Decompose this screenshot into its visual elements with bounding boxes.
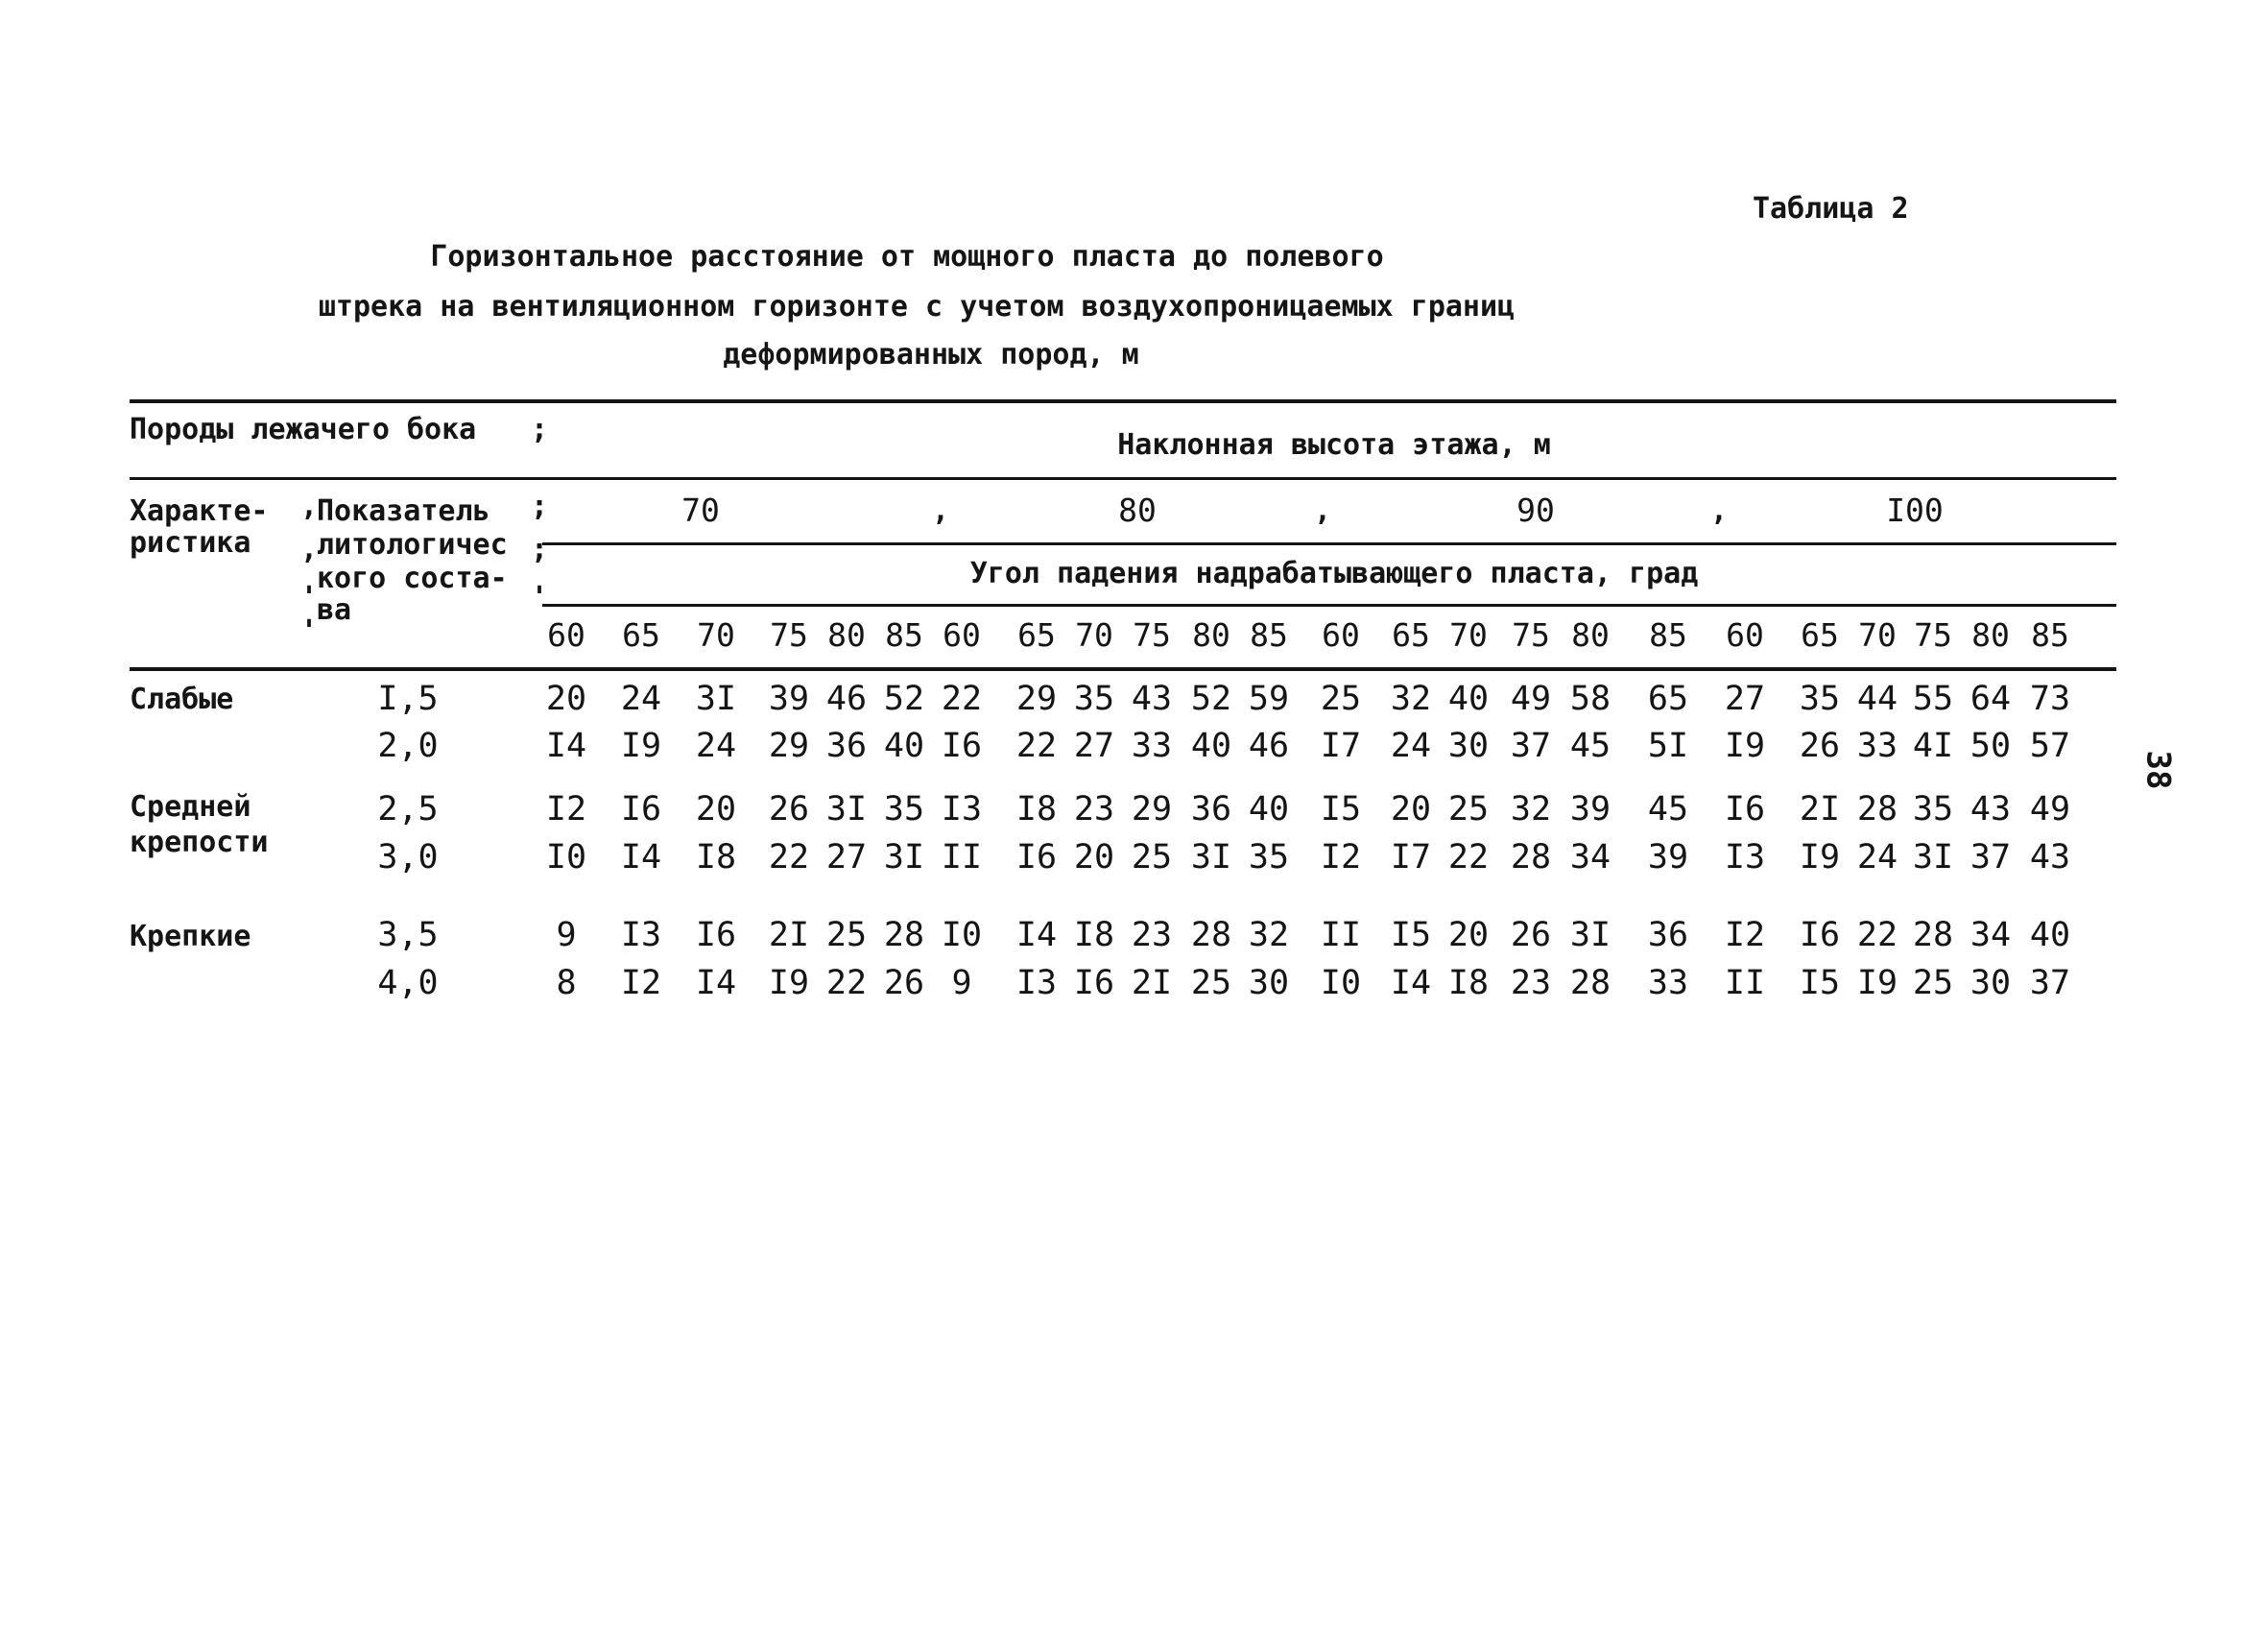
table-cell: 39 (1569, 790, 1611, 829)
table-cell: I5 (1320, 790, 1362, 829)
table-cell: 40 (2029, 916, 2071, 954)
table-cell: 30 (1970, 964, 2012, 1002)
table-cell: 44 (1856, 680, 1898, 718)
angle-header-cell: 70 (1449, 616, 1488, 654)
table-cell: 36 (825, 727, 868, 765)
table-cell: 28 (1856, 790, 1898, 829)
table-cell: 34 (1569, 838, 1611, 877)
height-90: 90 (1516, 492, 1555, 529)
table-cell: I2 (1320, 838, 1362, 877)
table-cell: 30 (1447, 727, 1490, 765)
table-cell: 46 (825, 680, 868, 718)
table-cell: 22 (825, 964, 868, 1002)
group-medium-l1: Средней (130, 790, 251, 824)
table-cell: 46 (1248, 727, 1290, 765)
table-cell: 32 (1510, 790, 1552, 829)
header-indicator-l2: литологичес (317, 528, 508, 562)
table-cell: 36 (1190, 790, 1232, 829)
header-rule-1 (130, 477, 2116, 480)
table-cell: I8 (1447, 964, 1490, 1002)
table-cell: 57 (2029, 727, 2071, 765)
table-cell: 37 (2029, 964, 2071, 1002)
angle-header-cell: 80 (1192, 616, 1230, 654)
table-cell: I3 (620, 916, 662, 954)
table-cell: 33 (1647, 964, 1689, 1002)
table-cell: 2I (1131, 964, 1173, 1002)
angle-header-cell: 70 (697, 616, 735, 654)
table-cell: 29 (1015, 680, 1058, 718)
table-cell: I7 (1390, 838, 1432, 877)
angle-header-cell: 75 (1914, 616, 1952, 654)
table-cell: I8 (1073, 916, 1115, 954)
table-cell: I9 (768, 964, 810, 1002)
angle-header-cell: 75 (770, 616, 808, 654)
table-cell: I8 (1015, 790, 1058, 829)
table-cell: 20 (545, 680, 587, 718)
row-indicator: 4,0 (377, 964, 439, 1002)
table-cell: I4 (620, 838, 662, 877)
group-medium-l2: крепости (130, 826, 269, 859)
table-cell: 26 (1799, 727, 1841, 765)
table-cell: 27 (1724, 680, 1766, 718)
table-cell: 27 (825, 838, 868, 877)
table-cell: I8 (695, 838, 737, 877)
table-cell: 35 (1073, 680, 1115, 718)
table-cell: 25 (1320, 680, 1362, 718)
table-cell: 37 (1510, 727, 1552, 765)
angle-header-cell: 75 (1133, 616, 1171, 654)
header-indicator-l3: кого соста- (317, 562, 508, 595)
table-cell: 5I (1647, 727, 1689, 765)
table-cell: I2 (1724, 916, 1766, 954)
angle-header-cell: 75 (1512, 616, 1550, 654)
angle-header-cell: 85 (885, 616, 923, 654)
header-characteristic-l1: Характе- (130, 494, 269, 528)
table-cell: 43 (1131, 680, 1173, 718)
table-cell: 24 (1856, 838, 1898, 877)
table-cell: 33 (1131, 727, 1173, 765)
angle-header-cell: 60 (943, 616, 981, 654)
header-rule-2 (542, 542, 2116, 545)
table-cell: I9 (1724, 727, 1766, 765)
table-cell: 28 (1912, 916, 1954, 954)
angle-header-cell: 85 (1649, 616, 1687, 654)
table-cell: 65 (1647, 680, 1689, 718)
header-dip-angle: Угол падения надрабатывающего пласта, град (969, 557, 1699, 590)
table-cell: I9 (620, 727, 662, 765)
table-cell: I0 (941, 916, 983, 954)
table-cell: II (1320, 916, 1362, 954)
table-cell: I7 (1320, 727, 1362, 765)
group-strong: Крепкие (130, 920, 251, 953)
table-cell: 40 (1447, 680, 1490, 718)
table-cell: I0 (545, 838, 587, 877)
header-inclined-height: Наклонная высота этажа, м (1117, 428, 1551, 462)
header-rule-3 (542, 604, 2116, 607)
table-cell: 23 (1073, 790, 1115, 829)
angle-header-cell: 60 (1726, 616, 1764, 654)
table-cell: 2I (1799, 790, 1841, 829)
table-cell: 43 (1970, 790, 2012, 829)
table-cell: 8 (556, 964, 577, 1002)
table-cell: 22 (768, 838, 810, 877)
table-cell: 22 (941, 680, 983, 718)
page-number: 38 (2138, 750, 2178, 790)
table-cell: 40 (1190, 727, 1232, 765)
angle-header-cell: 85 (2031, 616, 2069, 654)
angle-header-cell: 80 (827, 616, 866, 654)
table-cell: 29 (768, 727, 810, 765)
table-label: Таблица 2 (1753, 192, 1909, 226)
table-cell: I4 (545, 727, 587, 765)
angle-header-cell: 70 (1858, 616, 1897, 654)
table-cell: I9 (1799, 838, 1841, 877)
table-cell: I6 (941, 727, 983, 765)
table-cell: I4 (1015, 916, 1058, 954)
table-cell: 40 (883, 727, 925, 765)
table-cell: I6 (620, 790, 662, 829)
table-cell: I6 (1724, 790, 1766, 829)
title-line-3: деформированных пород, м (723, 338, 1139, 372)
table-cell: 52 (883, 680, 925, 718)
row-indicator: 3,5 (377, 916, 439, 954)
table-cell: 50 (1970, 727, 2012, 765)
table-cell: 9 (556, 916, 577, 954)
row-indicator: 3,0 (377, 838, 439, 877)
table-cell: 29 (1131, 790, 1173, 829)
table-cell: 25 (1190, 964, 1232, 1002)
table-cell: 39 (1647, 838, 1689, 877)
table-cell: 20 (1073, 838, 1115, 877)
table-cell: I4 (695, 964, 737, 1002)
table-cell: 30 (1248, 964, 1290, 1002)
table-cell: 52 (1190, 680, 1232, 718)
table-cell: 25 (825, 916, 868, 954)
angle-header-cell: 65 (1801, 616, 1839, 654)
table-cell: 20 (1447, 916, 1490, 954)
row-indicator: I,5 (377, 680, 439, 718)
table-cell: 26 (768, 790, 810, 829)
table-cell: 3I (883, 838, 925, 877)
table-cell: 64 (1970, 680, 2012, 718)
table-cell: I3 (1724, 838, 1766, 877)
angle-header-cell: 70 (1075, 616, 1113, 654)
table-cell: 28 (1190, 916, 1232, 954)
table-cell: I4 (1390, 964, 1432, 1002)
table-cell: 49 (2029, 790, 2071, 829)
header-rocks-footwall: Породы лежачего бока (130, 413, 477, 446)
title-line-1: Горизонтальное расстояние от мощного пласта до полевого (430, 240, 1384, 274)
table-cell: 25 (1912, 964, 1954, 1002)
table-cell: 55 (1912, 680, 1954, 718)
table-top-rule (130, 399, 2116, 403)
angle-header-cell: 80 (1971, 616, 2010, 654)
table-cell: 40 (1248, 790, 1290, 829)
table-cell: 22 (1015, 727, 1058, 765)
header-characteristic-l2: ристика (130, 526, 251, 560)
table-cell: 35 (1912, 790, 1954, 829)
table-cell: 24 (695, 727, 737, 765)
table-cell: 3I (695, 680, 737, 718)
table-cell: 37 (1970, 838, 2012, 877)
table-cell: 32 (1390, 680, 1432, 718)
table-cell: I5 (1799, 964, 1841, 1002)
height-100: I00 (1886, 492, 1944, 529)
table-cell: I3 (1015, 964, 1058, 1002)
table-cell: 3I (1912, 838, 1954, 877)
row-indicator: 2,0 (377, 727, 439, 765)
table-cell: 35 (1799, 680, 1841, 718)
table-cell: 24 (620, 680, 662, 718)
header-bottom-rule (130, 667, 2116, 671)
table-cell: I3 (941, 790, 983, 829)
table-cell: 3I (1569, 916, 1611, 954)
table-cell: 28 (1569, 964, 1611, 1002)
group-weak: Слабые (130, 683, 234, 716)
table-cell: 73 (2029, 680, 2071, 718)
header-indicator-l1: Показатель (317, 494, 490, 528)
table-cell: I6 (695, 916, 737, 954)
title-line-2: штрека на вентиляционном горизонте с учетом воздухопроницаемых границ (318, 290, 1516, 324)
table-cell: 4I (1912, 727, 1954, 765)
table-cell: 25 (1131, 838, 1173, 877)
table-cell: 49 (1510, 680, 1552, 718)
table-cell: 35 (1248, 838, 1290, 877)
table-cell: I9 (1856, 964, 1898, 1002)
table-cell: I2 (620, 964, 662, 1002)
table-cell: 28 (883, 916, 925, 954)
table-cell: I2 (545, 790, 587, 829)
table-cell: 23 (1510, 964, 1552, 1002)
table-cell: 24 (1390, 727, 1432, 765)
table-cell: II (941, 838, 983, 877)
height-80: 80 (1118, 492, 1157, 529)
table-cell: 25 (1447, 790, 1490, 829)
table-cell: 59 (1248, 680, 1290, 718)
table-cell: 28 (1510, 838, 1552, 877)
table-cell: 32 (1248, 916, 1290, 954)
table-cell: 45 (1647, 790, 1689, 829)
angle-header-cell: 60 (1322, 616, 1360, 654)
table-cell: 43 (2029, 838, 2071, 877)
table-cell: 34 (1970, 916, 2012, 954)
table-cell: 22 (1856, 916, 1898, 954)
table-cell: 33 (1856, 727, 1898, 765)
table-cell: II (1724, 964, 1766, 1002)
table-cell: 22 (1447, 838, 1490, 877)
table-cell: 26 (883, 964, 925, 1002)
table-cell: 27 (1073, 727, 1115, 765)
table-cell: I6 (1799, 916, 1841, 954)
row-indicator: 2,5 (377, 790, 439, 829)
table-cell: 3I (825, 790, 868, 829)
table-cell: 3I (1190, 838, 1232, 877)
table-cell: I6 (1015, 838, 1058, 877)
table-cell: 20 (695, 790, 737, 829)
header-indicator-l4: ва (317, 593, 352, 627)
table-cell: 36 (1647, 916, 1689, 954)
angle-header-cell: 85 (1250, 616, 1288, 654)
table-cell: I6 (1073, 964, 1115, 1002)
table-cell: 45 (1569, 727, 1611, 765)
angle-header-cell: 80 (1571, 616, 1610, 654)
angle-header-cell: 65 (1392, 616, 1430, 654)
table-cell: 20 (1390, 790, 1432, 829)
table-cell: 23 (1131, 916, 1173, 954)
table-cell: 39 (768, 680, 810, 718)
angle-header-cell: 65 (1017, 616, 1056, 654)
angle-header-cell: 60 (547, 616, 585, 654)
table-cell: 9 (951, 964, 972, 1002)
angle-header-cell: 65 (622, 616, 660, 654)
height-70: 70 (681, 492, 720, 529)
table-cell: 2I (768, 916, 810, 954)
table-cell: I0 (1320, 964, 1362, 1002)
table-cell: 58 (1569, 680, 1611, 718)
table-cell: 35 (883, 790, 925, 829)
table-cell: I5 (1390, 916, 1432, 954)
table-cell: 26 (1510, 916, 1552, 954)
